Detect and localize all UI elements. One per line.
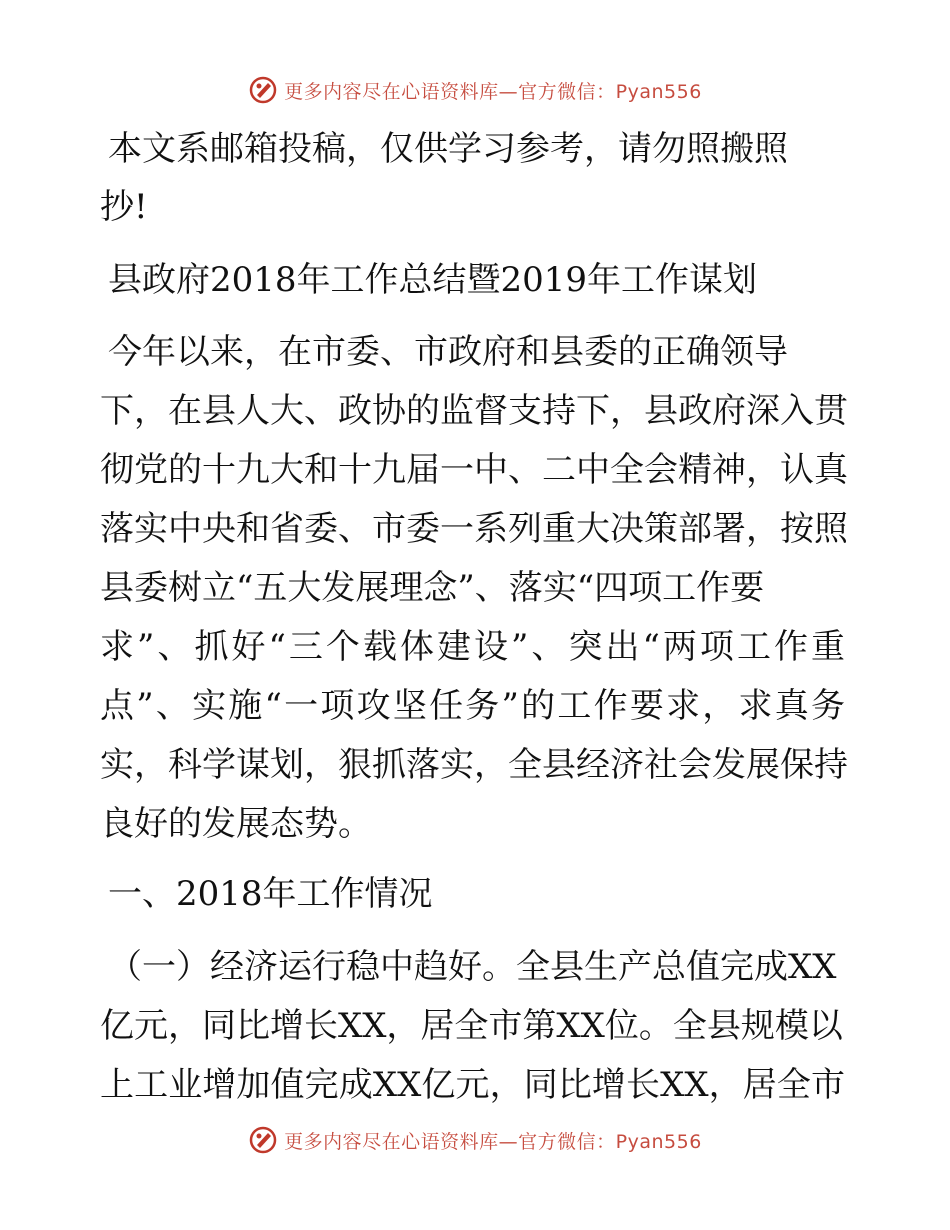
intro-line-9: 良好的发展态势。 — [100, 804, 372, 844]
brand-logo-icon — [248, 1125, 278, 1155]
section-para-line-1: （一）经济运行稳中趋好。全县生产总值完成XX — [108, 947, 837, 987]
watermark-text: 更多内容尽在心语资料库—官方微信：Pyan556 — [284, 80, 702, 103]
section-heading: 一、2018年工作情况 — [108, 874, 433, 914]
section-para-line-2: 亿元，同比增长XX，居全市第XX位。全县规模以 — [100, 1006, 843, 1046]
watermark-footer — [0, 1120, 950, 1160]
intro-line-1: 今年以来，在市委、市政府和县委的正确领导 — [108, 332, 788, 372]
watermark-text: 更多内容尽在心语资料库—官方微信：Pyan556 — [284, 1130, 702, 1153]
notice-line-1: 本文系邮箱投稿，仅供学习参考，请勿照搬照 — [108, 129, 788, 169]
intro-line-6: 求”、抓好“三个载体建设”、突出“两项工作重 — [100, 627, 845, 667]
intro-line-7: 点”、实施“一项攻坚任务”的工作要求，求真务 — [100, 686, 845, 726]
intro-line-2: 下，在县人大、政协的监督支持下，县政府深入贯 — [100, 391, 848, 431]
section-para-line-3: 上工业增加值完成XX亿元，同比增长XX，居全市 — [100, 1065, 845, 1105]
brand-logo-icon — [248, 75, 278, 105]
intro-line-5: 县委树立“五大发展理念”、落实“四项工作要 — [100, 568, 765, 608]
intro-line-3: 彻党的十九大和十九届一中、二中全会精神，认真 — [100, 450, 848, 490]
intro-line-8: 实，科学谋划，狠抓落实，全县经济社会发展保持 — [100, 745, 848, 785]
notice-line-2: 抄! — [100, 187, 148, 227]
intro-line-4: 落实中央和省委、市委一系列重大决策部署，按照 — [100, 509, 848, 549]
document-title: 县政府2018年工作总结暨2019年工作谋划 — [108, 260, 758, 300]
watermark-header — [0, 70, 950, 110]
